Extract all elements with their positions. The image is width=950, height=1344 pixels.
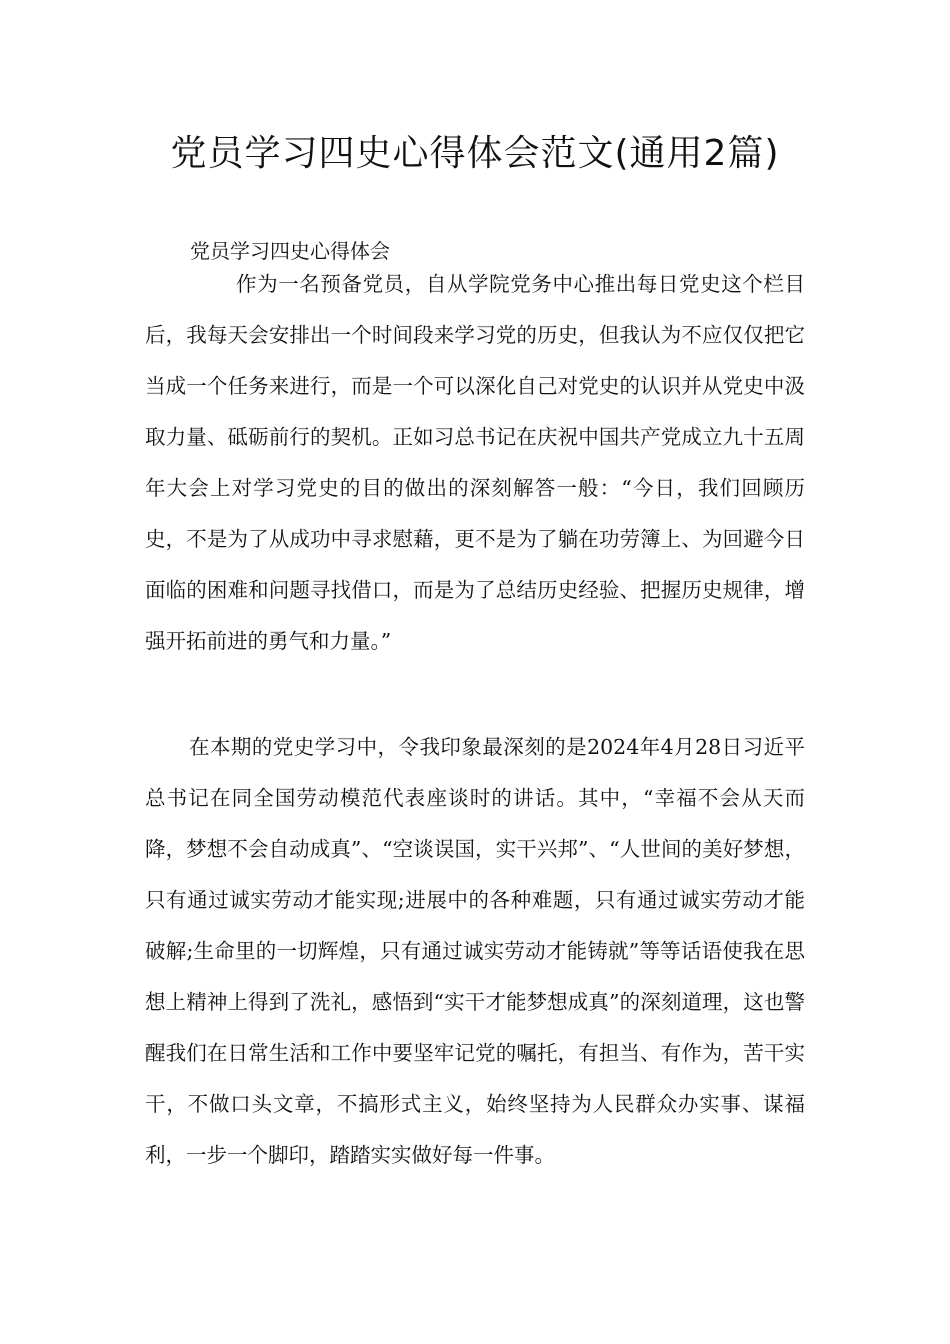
- document-title: 党员学习四史心得体会范文(通用2篇): [170, 133, 780, 174]
- section-heading: 党员学习四史心得体会: [190, 239, 390, 263]
- body-paragraph-1: 作为一名预备党员，自从学院党务中心推出每日党史这个栏目后，我每天会安排出一个时间段来学习党的历史，但我认为不应仅仅把它当成一个任务来进行，而是一个可以深化自己对党史的认识并从党史中汲取力量、砥砺前行的契机。正如习总书记在庆祝中国共产党成立九十五周年大会上对学习党史的目的做出的深刻解答一般：“今日，我们回顾历史，不是为了从成功中寻求慰藉，更不是为了躺在功劳簿上、为回避今日面临的困难和问题寻找借口，而是为了总结历史经验、把握历史规律，增强开拓前进的勇气和力量。”: [145, 272, 805, 653]
- body-paragraph-2: 在本期的党史学习中，令我印象最深刻的是2024年4月28日习近平总书记在同全国劳动模范代表座谈时的讲话。其中，“幸福不会从天而降，梦想不会自动成真”、“空谈误国，实干兴邦”、“人世间的美好梦想，只有通过诚实劳动才能实现;进展中的各种难题，只有通过诚实劳动才能破解;生命里的一切辉煌，只有通过诚实劳动才能铸就”等等话语使我在思想上精神上得到了洗礼，感悟到“实干才能梦想成真”的深刻道理，这也警醒我们在日常生活和工作中要坚牢记党的嘱托，有担当、有作为，苦干实干，不做口头文章，不搞形式主义，始终坚持为人民群众办实事、谋福利，一步一个脚印，踏踏实实做好每一件事。: [145, 735, 805, 1167]
